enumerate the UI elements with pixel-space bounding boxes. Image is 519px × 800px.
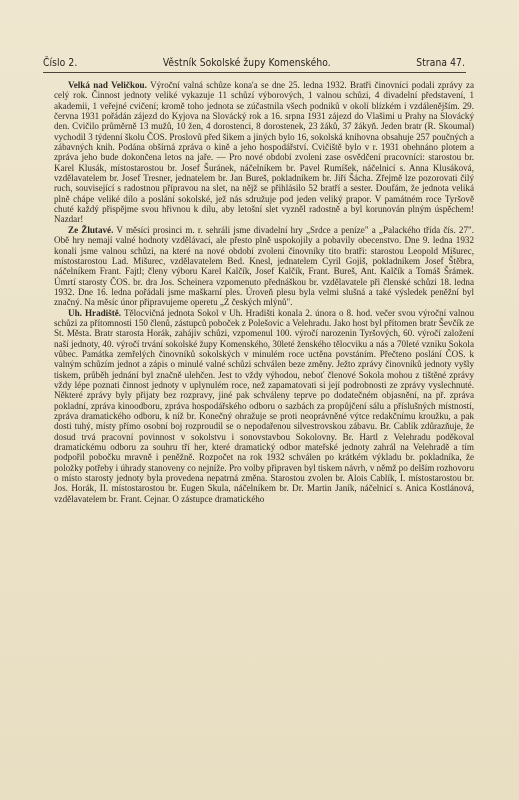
report-zlutava [54, 225, 474, 308]
report-text: Tělocvičná jednota Sokol v Uh. Hradišti konala 2. února o 8. hod. večer svou výroční valnou schůzi za přítomnosti 150 členů, zástupců poboček z Polešovic a Velehradu. Jako host byl přítomen bratr Ševčík ze St. Města. Bratr starosta Horák, zahájiv schůzi, vzpomenul 100. výročí narozenin Tyršových, 60. výročí založení naší jednoty, 40. výročí trvání sokolské župy Komenského, 30leté ženského tělocviku a nás a 70leté vzniku Sokola vůbec. Památka zemřelých činovníků sokolských v minulém roce uctěna povstáním. Přečteno poslání ČOS. k valným schůzím jednot a zápis o minulé valné schůzi schválen beze změny. Ježto zprávy činovníků jednoty vyšly tiskem, průběh jednání byl značně ulehčen. Jest to vždy výhodou, neboť členové Sokola mohou z tištěné zprávy vždy lépe poznati činnost jednoty v uplynulém roce, než zapamatovati si její podrobnosti ze zprávy vyslechnuté. Některé zprávy byly přijaty bez rozpravy, jiné pak schváleny teprve po dodatečném objasnění, na př. zpráva pokladní, zpráva kinoodboru, zpráva hospodářského odboru o sazbách za propůjčení sálu a příslušných místností, zpráva dramatického odboru, k níž br. Konečný ohražuje se proti neoprávněné výtce redakčnímu kroužku, a pak dosti tuhý, místy přímo osobní boj rozproudil se o nepodařenou silvestrovskou zábavu. Br. Cablík zdůrazňuje, že dosud trvá pracovní povinnost v sokolstvu i sonovstavbou Sokolovny. Br. Hartl z Velehradu poděkoval dramatickému odboru za souhru tří her, které dramatický odbor mateřské jednoty zahrál na Velehradě a tím podpořil pobočku mravně i peněžně. Rozpočet na rok 1932 schválen po krátkém výkladu br. pokladníka, že položky potřeby i úhrady stanoveny co nejníže. Pro volby připraven byl tiskem návrh, v němž po delším rozhovoru o místo starosty jednoty byla provedena nepatrná změna. Starostou zvolen br. Alois Cablík, I. místostarostou br. Jos. Horák, II. místostarostou br. Eugen Skula, náčelníkem br. Dr. Martin Janík, náčelnicí s. Anica Kostlánová, vzdělavatelem br. Frant. Cejnar. O zástupce dramatického [54, 307, 475, 504]
report-uh-hradiste [54, 308, 474, 505]
report-velka-nad-velickou [54, 80, 474, 225]
page-header [43, 58, 465, 69]
header-rule [43, 72, 466, 73]
report-heading: Velká nad Veličkou. [68, 80, 147, 90]
journal-title: Věstník Sokolské župy Komenského. [162, 58, 331, 69]
report-heading: Ze Žlutavé. [68, 224, 114, 235]
report-text: Výroční valná schůze kona'a se dne 25. ledna 1932. Bratři činovníci podali zprávy za celý rok. Činnost jednoty veliké vykazuje 11 schůzí výborových, 1 valnou schůzi, 4 divadelní představení, 1 akademii, 1 veřejné cvičení; kromě toho jednota se zúčastnila všech podniků v okolí blízkém i vzdálenějším. 29. června 1931 pořádán zájezd do Kyjova na Slovácký rok a 16. srpna 1931 zájezd do Vlašimi u Prahy na Slovácký den. Cvičilo průměrně 13 mužů, 10 žen, 4 dorostenci, 8 dorostenek, 23 žáků, 37 žákyň. Jeden bratr (R. Skoumal) vychodil 3 týdenní školu ČOS. Proslovů před šikem a jiných bylo 16, sokolská knihovna obsahuje 257 poučných a zábavných knih. Podána obšírná zpráva o kině a jeho hospodářství. Cvičiště bylo v r. 1931 obehnáno plotem a zpráva jeho bude dokončena letos na jaře. — Pro nové období zvoleni zase osvědčení pracovníci: starostou br. Karel Klusák, místostarostou br. Josef Šuránek, náčelníkem br. Pavel Rumíšek, náčelnicí s. Anna Klusáková, vzdělavatelem br. Josef Tresner, jednatelem br. Jan Bureš, pokladníkem br. Jiří Šácha. Zřejmě lze pozorovati čilý ruch, související s radostnou přípravou na slet, na nějž se přihlásilo 52 bratří a sester. Doufám, že jednota veliká plně chápe veliké dílo a poslání sokolské, jež nás sdružuje pod jeden veliký prapor. V památném roce Tyršově chuté každý přispějme svou hřivnou k dílu, aby letošní slet vyzněl radostně a byl korunován plným úspěchem! Nazdar! [54, 80, 474, 225]
report-text: V měsíci prosinci m. r. sehráli jsme divadelní hry „Srdce a peníze" a „Palackého třída čís. 27". Obě hry nemají valné hodnoty vzdělávací, ale přesto plně uspokojily a pobavily obecenstvo. Dne 9. ledna 1932 konali jsme valnou schůzi, na které na nové období zvoleni činovníky tito bratři: starostou Leopold Mišurec, místostarostou Lad. Mišurec, vzdělavatelem Bed. Knesl, jednatelem Cyril Gojiš, pokladníkem Josef Štěbra, náčelníkem Frant. Fajtl; členy výboru Karel Kalčík, Josef Kalčík, Frant. Bureš, Ant. Kalčík a Tomáš Šrámek. Úmrtí starosty ČOS. br. dra Jos. Scheinera vzpomenuto přednáškou br. vzdělavatele při členské schůzi 18. ledna 1932. Dne 16. ledna pořádali jsme maškarní ples. Úroveň plesu byla velmi slušná a také výsledek peněžní byl značný. Na měsíc únor připravujeme operetu „Z českých mlýnů". [54, 224, 474, 308]
article-body [54, 80, 474, 504]
report-heading: Uh. Hradiště. [68, 307, 122, 318]
page-number: Strana 47. [416, 58, 465, 69]
issue-number: Číslo 2. [43, 58, 78, 69]
